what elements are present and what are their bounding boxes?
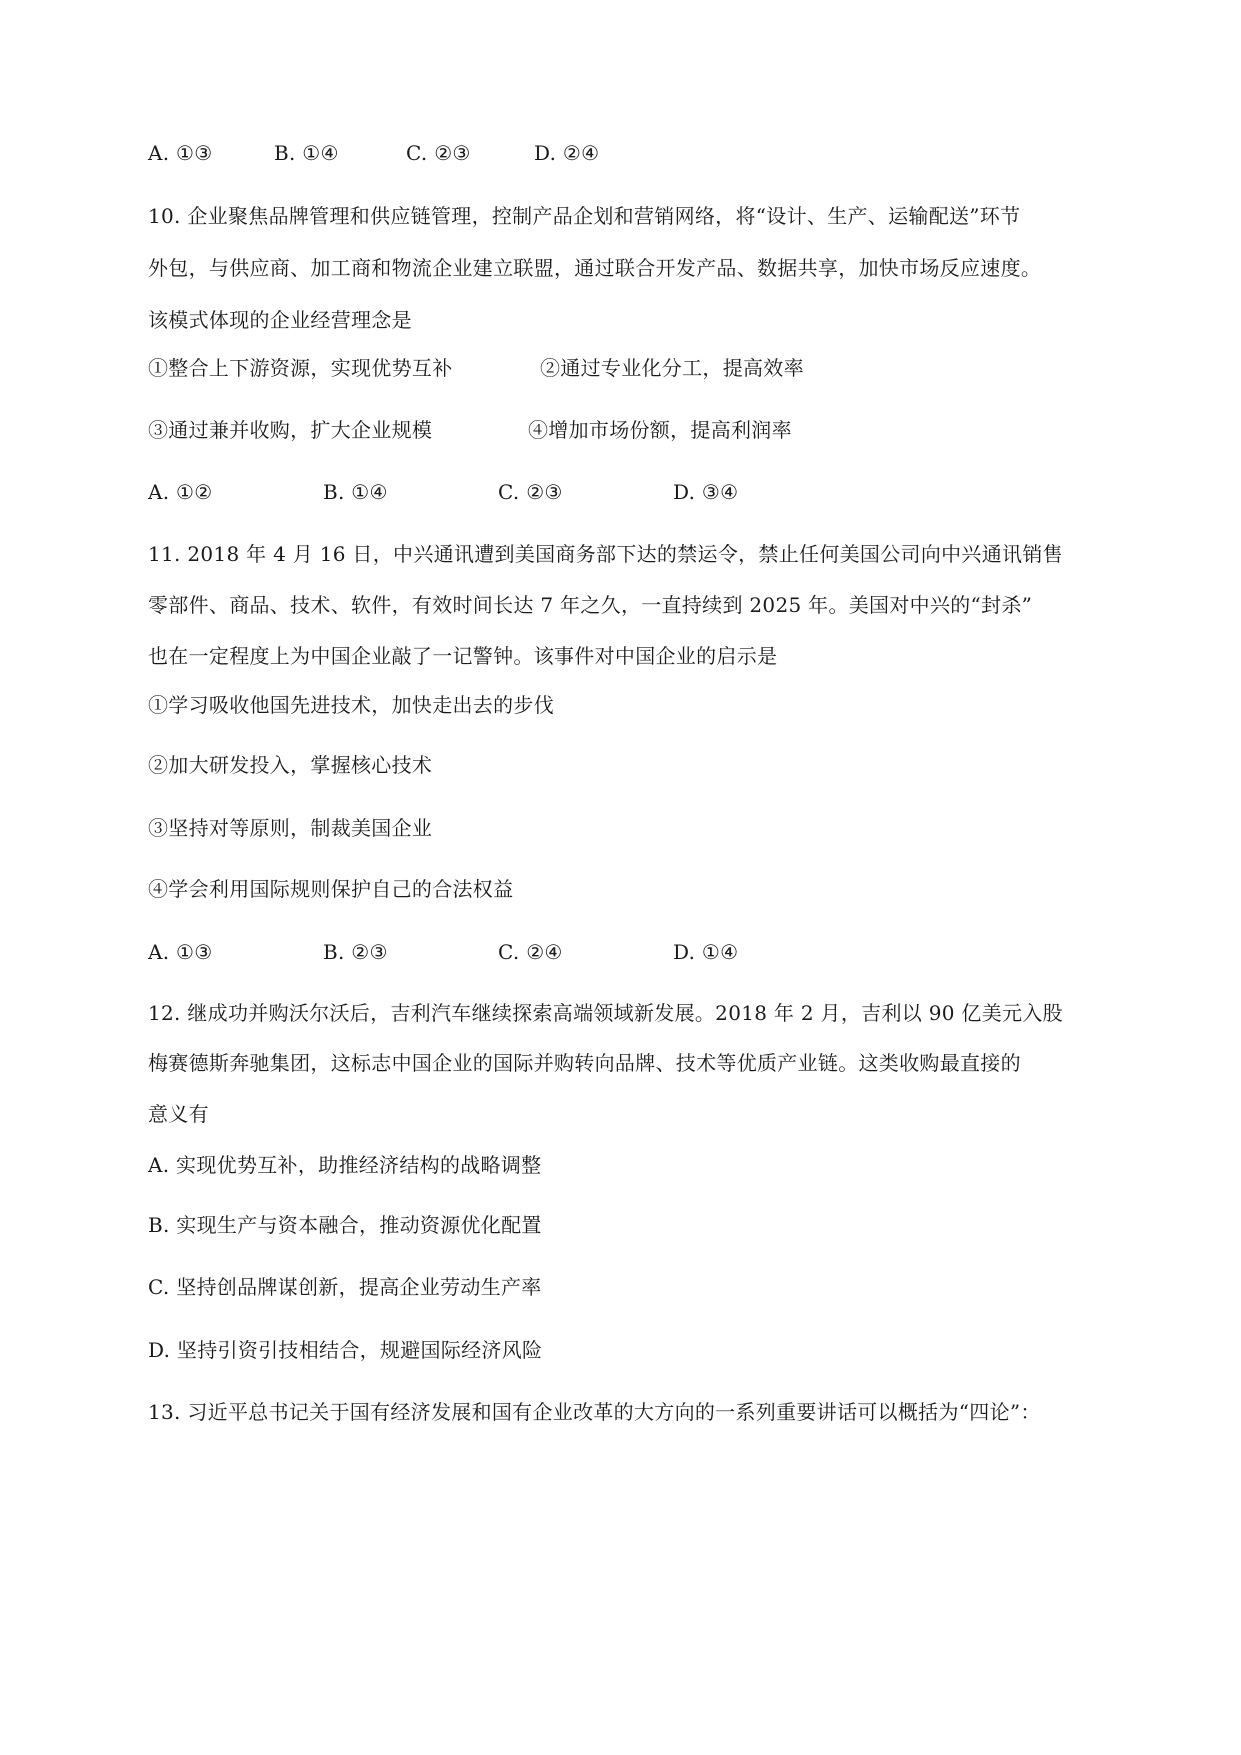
q11-statement-3: ③坚持对等原则，制裁美国企业 (148, 816, 433, 840)
q11-option-c: C. ②④ (498, 940, 563, 964)
q11-stem-line-2: 零部件、商品、技术、软件，有效时间长达 7 年之久，一直持续到 2025 年。美国对中兴的“封杀” (148, 593, 1033, 617)
q12-choice-d: D. 坚持引资引技相结合，规避国际经济风险 (148, 1338, 543, 1362)
q9-option-a: A. ①③ (148, 141, 213, 165)
q11-statement-1: ①学习吸收他国先进技术，加快走出去的步伐 (148, 693, 554, 717)
q11-stem-line-1: 11. 2018 年 4 月 16 日，中兴通讯遭到美国商务部下达的禁运令，禁止任何美国公司向中兴通讯销售 (148, 542, 1063, 566)
q11-stem-line-3: 也在一定程度上为中国企业敲了一记警钟。该事件对中国企业的启示是 (148, 644, 778, 668)
q12-choice-c: C. 坚持创品牌谋创新，提高企业劳动生产率 (148, 1275, 542, 1299)
q10-statement-1: ①整合上下游资源，实现优势互补 (148, 356, 453, 380)
q12-stem-line-2: 梅赛德斯奔驰集团，这标志中国企业的国际并购转向品牌、技术等优质产业链。这类收购最直接的 (148, 1051, 1021, 1075)
q9-option-d: D. ②④ (534, 141, 600, 165)
q12-stem-line-1: 12. 继成功并购沃尔沃后，吉利汽车继续探索高端领域新发展。2018 年 2 月，吉利以 90 亿美元入股 (148, 1001, 1063, 1025)
q11-option-b: B. ②③ (323, 940, 388, 964)
q10-option-d: D. ③④ (673, 480, 739, 504)
q11-statement-4: ④学会利用国际规则保护自己的合法权益 (148, 877, 514, 901)
q9-option-b: B. ①④ (274, 141, 339, 165)
q12-choice-a: A. 实现优势互补，助推经济结构的战略调整 (148, 1153, 542, 1177)
q11-statement-2: ②加大研发投入，掌握核心技术 (148, 753, 433, 777)
q10-statement-4: ④增加市场份额，提高利润率 (528, 418, 792, 442)
q10-option-b: B. ①④ (323, 480, 388, 504)
q10-stem-line-3: 该模式体现的企业经营理念是 (148, 308, 412, 332)
q11-option-d: D. ①④ (673, 940, 739, 964)
q10-option-c: C. ②③ (498, 480, 563, 504)
q10-stem-line-2: 外包，与供应商、加工商和物流企业建立联盟，通过联合开发产品、数据共享，加快市场反应速度。 (148, 256, 1042, 280)
q10-option-a: A. ①② (148, 480, 213, 504)
q12-stem-line-3: 意义有 (148, 1102, 209, 1126)
q10-stem-line-1: 10. 企业聚焦品牌管理和供应链管理，控制产品企划和营销网络，将“设计、生产、运输配送”环节 (148, 204, 1021, 228)
q11-option-a: A. ①③ (148, 940, 213, 964)
q13-stem-line-1: 13. 习近平总书记关于国有经济发展和国有企业改革的大方向的一系列重要讲话可以概括为“四论”： (148, 1400, 1041, 1424)
q9-option-c: C. ②③ (406, 141, 471, 165)
q12-choice-b: B. 实现生产与资本融合，推动资源优化配置 (148, 1213, 542, 1237)
q10-statement-2: ②通过专业化分工，提高效率 (540, 356, 804, 380)
q10-statement-3: ③通过兼并收购，扩大企业规模 (148, 418, 433, 442)
